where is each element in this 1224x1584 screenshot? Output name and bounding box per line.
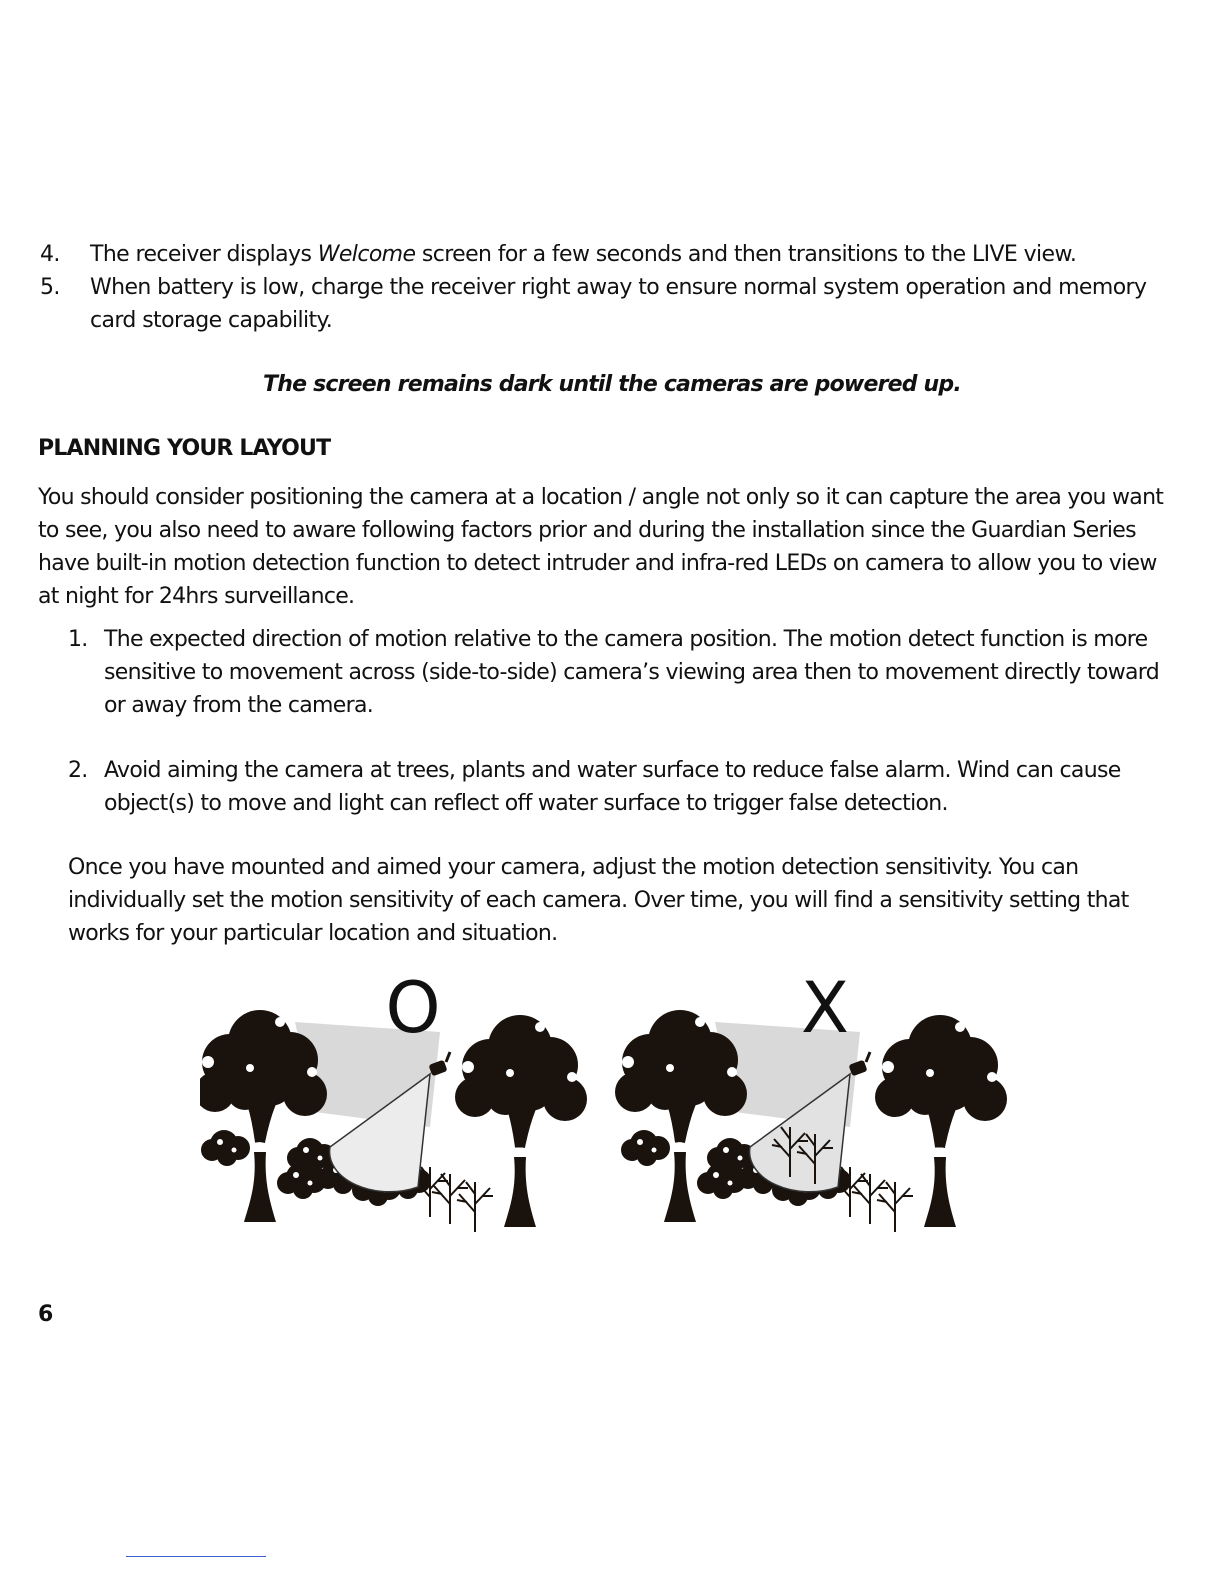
outro-paragraph: Once you have mounted and aimed your camera, adjust the motion detection sensitivity. You can individually set the motion sensitivity of each camera. Over time, you will find a sensitivity setting that works for your particular location and situation. xyxy=(68,855,1129,946)
correct-mark: O xyxy=(385,967,441,1049)
step-number: 4. xyxy=(40,242,60,267)
note: The screen remains dark until the cameras are powered up. xyxy=(263,372,961,397)
item-number: 1. xyxy=(68,627,88,652)
numbered-list xyxy=(68,623,1178,722)
list-item xyxy=(68,754,1178,820)
list-item xyxy=(40,271,1180,337)
list-item xyxy=(68,623,1178,722)
page-number: 6 xyxy=(38,1302,54,1327)
step-number: 5. xyxy=(40,275,60,300)
step-text: The receiver displays Welcome screen for a few seconds and then transitions to the LIVE view. xyxy=(90,242,1077,267)
item-text: Avoid aiming the camera at trees, plants and water surface to reduce false alarm. Wind can cause object(s) to move and light can reflect off water surface to trigger false detection. xyxy=(104,758,1121,816)
footer-rule xyxy=(126,1556,266,1557)
item-text: The expected direction of motion relative to the camera position. The motion detect function is more sensitive to movement across (side-to-side) camera’s viewing area then to movement directly toward or away from the camera. xyxy=(104,627,1159,718)
intro-paragraph: You should consider positioning the camera at a location / angle not only so it can capture the area you want to see, you also need to aware following factors prior and during the installation since the Guardian Series have built-in motion detection function to detect intruder and infra-red LEDs on camera to allow you to view at night for 24hrs surveillance. xyxy=(38,485,1164,609)
camera-placement-illustration xyxy=(200,962,1060,1242)
wrong-mark: X xyxy=(801,967,849,1049)
section-heading: PLANNING YOUR LAYOUT xyxy=(38,436,331,461)
item-number: 2. xyxy=(68,758,88,783)
step-text: When battery is low, charge the receiver right away to ensure normal system operation and memory card storage capability. xyxy=(90,275,1147,333)
welcome-term: Welcome xyxy=(317,242,416,267)
steps-list xyxy=(40,238,1180,337)
numbered-list xyxy=(68,754,1178,820)
list-item xyxy=(40,238,1180,271)
